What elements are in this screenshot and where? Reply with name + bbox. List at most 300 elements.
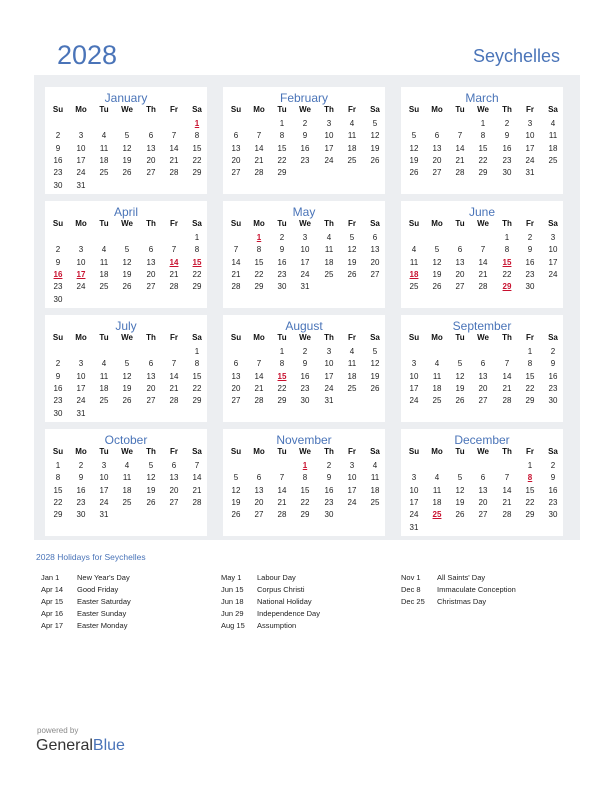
day: 28 [478,282,488,292]
holiday-day: 15 [192,257,202,267]
day: 23 [76,497,86,507]
holiday-name: Good Friday [77,585,119,594]
day: 25 [347,383,357,393]
day: 9 [527,245,533,255]
day: 14 [502,371,512,381]
holiday-name: Easter Saturday [77,597,131,606]
holiday-date: Jun 18 [221,597,244,606]
day: 26 [122,396,132,406]
weekday-header: Su [230,447,242,456]
day: 26 [347,269,357,279]
weekday-header: Th [146,105,156,114]
weekday-header: Tu [99,333,109,342]
day: 6 [148,131,154,141]
day: 24 [409,510,419,520]
day: 27 [146,168,156,178]
holiday-name: Assumption [257,621,297,630]
weekday-header: Mo [253,333,265,342]
day: 4 [101,131,107,141]
weekday-header: We [477,447,489,456]
day: 6 [233,131,239,141]
day: 16 [324,485,334,495]
day: 18 [99,269,109,279]
day: 5 [124,131,130,141]
day: 20 [146,383,156,393]
day: 23 [277,269,287,279]
day: 22 [478,155,488,165]
day: 18 [122,485,132,495]
weekday-header: Th [502,447,512,456]
weekday-header: We [299,219,311,228]
month-october [45,429,207,536]
day: 18 [432,383,442,393]
weekday-header: Tu [99,105,109,114]
day: 28 [502,510,512,520]
day: 23 [324,497,334,507]
day: 10 [324,131,334,141]
holiday-date: Nov 1 [401,573,421,582]
day: 17 [347,485,357,495]
day: 31 [409,522,419,532]
day: 15 [300,485,310,495]
day: 3 [349,461,355,470]
day: 10 [347,473,357,483]
day: 11 [409,257,419,267]
day: 16 [502,143,512,153]
month-february [223,87,385,194]
weekday-header: We [299,105,311,114]
day: 23 [300,155,310,165]
weekday-header: Th [502,105,512,114]
day: 15 [525,371,535,381]
weekday-header: Sa [370,219,380,228]
day: 12 [122,143,132,153]
day: 5 [372,119,378,128]
month-name: January [104,91,148,105]
weekday-header: Fr [348,105,356,114]
day: 7 [279,473,285,483]
day: 5 [148,461,154,470]
day: 26 [455,396,465,406]
day: 1 [194,347,200,356]
day: 19 [455,383,465,393]
day: 9 [550,473,556,483]
day: 5 [124,359,130,369]
weekday-header: Th [146,333,156,342]
day: 17 [409,383,419,393]
day: 26 [231,510,241,520]
weekday-header: Su [230,105,242,114]
day: 15 [192,143,202,153]
day: 30 [502,168,512,178]
weekday-header: Su [408,447,420,456]
day: 18 [324,257,334,267]
day: 8 [194,359,200,369]
holiday-date: Jan 1 [41,573,60,582]
weekday-header: Sa [548,333,558,342]
weekday-header: Tu [455,447,465,456]
day: 13 [231,371,241,381]
day: 6 [148,245,154,255]
day: 10 [76,371,86,381]
month-name: August [285,319,323,333]
day: 31 [76,408,86,418]
day: 4 [434,473,440,483]
weekday-header: Mo [253,105,265,114]
weekday-header: Fr [348,333,356,342]
day: 19 [370,371,380,381]
holidays-title: 2028 Holidays for Seychelles [36,552,146,562]
day: 29 [192,396,202,406]
day: 27 [370,269,380,279]
month-january [45,87,207,194]
day: 12 [432,257,442,267]
weekday-header: Sa [192,219,202,228]
day: 31 [76,180,86,190]
day: 11 [122,473,132,483]
holiday-day: 1 [302,461,308,470]
day: 11 [99,143,109,153]
weekday-header: Fr [348,447,356,456]
day: 7 [504,473,510,483]
day: 11 [370,473,380,483]
weekday-header: Tu [277,447,287,456]
day: 24 [525,155,535,165]
month-june [401,201,563,308]
day: 15 [277,143,287,153]
weekday-header: Tu [99,219,109,228]
weekday-header: Tu [277,219,287,228]
day: 12 [455,371,465,381]
day: 14 [231,257,241,267]
day: 1 [279,119,285,128]
day: 10 [76,143,86,153]
day: 29 [192,168,202,178]
day: 18 [347,371,357,381]
weekday-header: Fr [170,333,178,342]
day: 4 [349,119,355,128]
day: 28 [231,282,241,292]
weekday-header: Sa [192,447,202,456]
day: 2 [504,119,510,128]
day: 13 [478,371,488,381]
day: 9 [279,245,285,255]
day: 1 [55,461,61,470]
day: 8 [527,359,533,369]
day: 10 [99,473,109,483]
day: 19 [347,257,357,267]
day: 11 [99,371,109,381]
day: 1 [527,347,533,356]
day: 8 [279,359,285,369]
day: 19 [146,485,156,495]
weekday-header: Tu [277,333,287,342]
weekday-header: Su [52,219,64,228]
day: 22 [254,269,264,279]
day: 23 [53,282,63,292]
day: 13 [478,485,488,495]
day: 21 [192,485,202,495]
day: 14 [254,371,264,381]
day: 14 [455,143,465,153]
day: 22 [525,383,535,393]
day: 3 [411,359,417,369]
day: 6 [372,233,378,242]
weekday-header: Mo [75,219,87,228]
day: 18 [370,485,380,495]
day: 12 [409,143,419,153]
month-december [401,429,563,536]
day: 5 [457,473,463,483]
day: 1 [480,119,486,128]
day: 30 [324,510,334,520]
day: 22 [525,497,535,507]
month-july [45,315,207,422]
day: 14 [478,257,488,267]
brand-logo [36,737,125,755]
day: 21 [502,497,512,507]
day: 22 [277,383,287,393]
day: 28 [277,510,287,520]
day: 6 [171,461,177,470]
weekday-header: We [121,333,133,342]
weekday-header: Mo [431,447,443,456]
day: 23 [525,269,535,279]
day: 16 [277,257,287,267]
day: 7 [233,245,239,255]
day: 3 [550,233,556,242]
month-march [401,87,563,194]
day: 5 [372,347,378,356]
day: 28 [502,396,512,406]
day: 4 [372,461,378,470]
day: 8 [480,131,486,141]
weekday-header: We [477,333,489,342]
weekday-header: Fr [526,105,534,114]
weekday-header: Mo [431,219,443,228]
day: 5 [411,131,417,141]
day: 27 [169,497,179,507]
day: 24 [324,155,334,165]
day: 28 [254,168,264,178]
day: 6 [480,359,486,369]
day: 13 [146,371,156,381]
holiday-name: Easter Sunday [77,609,127,618]
day: 29 [254,282,264,292]
day: 3 [101,461,107,470]
day: 19 [455,497,465,507]
day: 20 [169,485,179,495]
month-name: December [454,433,510,447]
day: 9 [302,359,308,369]
day: 4 [550,119,556,128]
weekday-header: Su [230,219,242,228]
day: 4 [124,461,130,470]
weekday-header: Fr [526,219,534,228]
day: 15 [192,371,202,381]
weekday-header: Th [146,219,156,228]
day: 11 [99,257,109,267]
weekday-header: Sa [548,219,558,228]
month-name: September [452,319,512,333]
day: 6 [457,245,463,255]
day: 9 [55,143,61,153]
day: 19 [409,155,419,165]
day: 7 [171,131,177,141]
day: 26 [370,155,380,165]
month-name: June [468,205,496,219]
day: 31 [300,282,310,292]
day: 27 [254,510,264,520]
day: 10 [409,485,419,495]
day: 20 [146,269,156,279]
day: 22 [53,497,63,507]
day: 24 [300,269,310,279]
weekday-header: Su [52,333,64,342]
weekday-header: Sa [370,447,380,456]
day: 29 [192,282,202,292]
day: 21 [277,497,287,507]
day: 7 [171,245,177,255]
day: 20 [478,383,488,393]
day: 3 [78,245,84,255]
day: 4 [326,233,332,242]
holiday-day: 8 [527,473,533,483]
day: 13 [254,485,264,495]
day: 27 [231,168,241,178]
day: 7 [256,131,262,141]
day: 13 [370,245,380,255]
day: 30 [53,180,63,190]
weekday-header: Sa [548,447,558,456]
weekday-header: Tu [99,447,109,456]
holiday-date: May 1 [221,573,242,582]
weekday-header: Su [52,105,64,114]
day: 18 [432,497,442,507]
day: 9 [550,359,556,369]
weekday-header: Su [408,333,420,342]
day: 18 [99,155,109,165]
day: 12 [370,359,380,369]
day: 12 [122,371,132,381]
weekday-header: Mo [75,105,87,114]
day: 21 [231,269,241,279]
day: 17 [76,155,86,165]
day: 25 [370,497,380,507]
day: 20 [254,497,264,507]
weekday-header: Mo [75,447,87,456]
day: 26 [455,510,465,520]
day: 29 [300,510,310,520]
day: 23 [502,155,512,165]
holiday-day: 29 [502,282,512,292]
day: 31 [324,396,334,406]
day: 2 [527,233,533,242]
month-name: November [276,433,332,447]
weekday-header: Th [324,333,334,342]
day: 22 [277,155,287,165]
day: 20 [432,155,442,165]
day: 1 [504,233,510,242]
day: 8 [55,473,61,483]
day: 28 [455,168,465,178]
day: 1 [279,347,285,356]
day: 24 [76,168,86,178]
day: 13 [455,257,465,267]
day: 21 [169,383,179,393]
weekday-header: We [299,447,311,456]
day: 3 [527,119,533,128]
holiday-date: Apr 14 [41,585,64,594]
day: 17 [300,257,310,267]
day: 11 [324,245,334,255]
day: 4 [434,359,440,369]
day: 29 [525,510,535,520]
day: 9 [326,473,332,483]
day: 15 [525,485,535,495]
weekday-header: Fr [526,447,534,456]
weekday-header: Mo [75,333,87,342]
day: 24 [347,497,357,507]
day: 13 [231,143,241,153]
holiday-name: All Saints' Day [437,573,486,582]
day: 24 [76,396,86,406]
day: 29 [525,396,535,406]
day: 13 [146,143,156,153]
brand-general: General [36,737,93,754]
day: 21 [502,383,512,393]
day: 24 [548,269,558,279]
month-name: February [279,91,329,105]
day: 9 [302,131,308,141]
holiday-date: Apr 17 [41,621,64,630]
day: 19 [122,383,132,393]
day: 27 [146,396,156,406]
weekday-header: Su [408,219,420,228]
day: 9 [55,371,61,381]
day: 25 [347,155,357,165]
day: 18 [99,383,109,393]
weekday-header: Th [502,219,512,228]
day: 2 [326,461,332,470]
day: 26 [122,282,132,292]
day: 10 [409,371,419,381]
day: 14 [192,473,202,483]
day: 10 [300,245,310,255]
month-name: April [113,205,138,219]
day: 29 [277,168,287,178]
weekday-header: Sa [370,333,380,342]
day: 30 [548,510,558,520]
day: 2 [55,131,61,141]
day: 22 [502,269,512,279]
day: 14 [502,485,512,495]
day: 17 [409,497,419,507]
weekday-header: Fr [348,219,356,228]
day: 26 [432,282,442,292]
day: 8 [504,245,510,255]
weekday-header: Th [324,447,334,456]
day: 22 [192,269,202,279]
day: 14 [169,371,179,381]
day: 17 [548,257,558,267]
day: 25 [99,168,109,178]
day: 17 [324,371,334,381]
country-title: Seychelles [472,46,560,66]
day: 17 [324,143,334,153]
day: 7 [457,131,463,141]
holiday-name: Labour Day [257,573,296,582]
